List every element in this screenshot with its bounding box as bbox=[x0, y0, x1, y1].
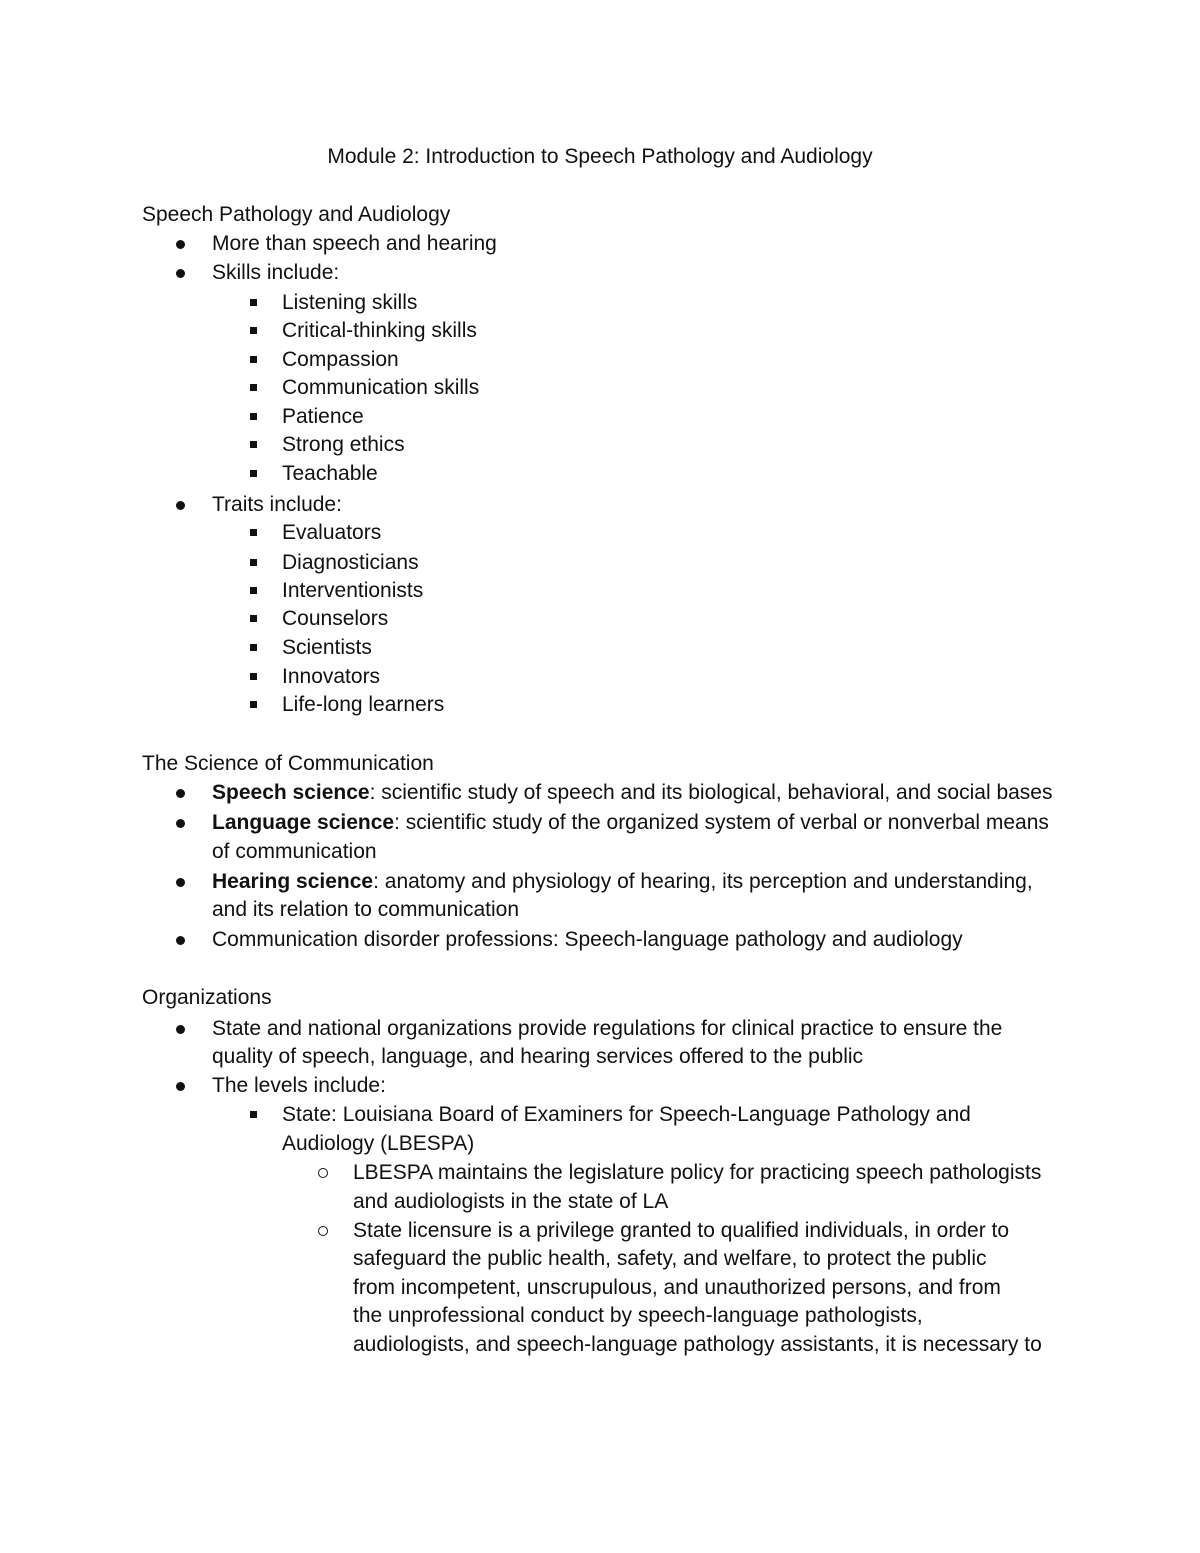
term-speech-science: Speech science bbox=[212, 781, 370, 804]
trait-item: Counselors bbox=[282, 607, 389, 630]
bullet-square-icon bbox=[250, 299, 257, 306]
trait-item: Evaluators bbox=[282, 521, 382, 544]
bullet-disc-icon bbox=[176, 936, 185, 945]
section-heading-science: The Science of Communication bbox=[142, 752, 434, 775]
continuation-line: Audiology (LBESPA) bbox=[282, 1132, 475, 1155]
bullet-disc-icon bbox=[176, 240, 185, 249]
continuation-line: audiologists, and speech-language pathology assistants, it is necessary to bbox=[353, 1333, 1042, 1356]
bullet-square-icon bbox=[250, 701, 257, 708]
skill-item: Listening skills bbox=[282, 291, 418, 314]
list-item-language-science bbox=[212, 808, 1049, 837]
list-item: State and national organizations provide regulations for clinical practice to ensure the bbox=[212, 1017, 1003, 1040]
trait-item: Innovators bbox=[282, 665, 381, 688]
bullet-circle-icon bbox=[318, 1168, 328, 1178]
trait-item: Interventionists bbox=[282, 579, 424, 602]
bullet-disc-icon bbox=[176, 1025, 185, 1034]
sub-item: State licensure is a privilege granted to qualified individuals, in order to bbox=[353, 1219, 1010, 1242]
bullet-disc-icon bbox=[176, 878, 185, 887]
trait-item: Scientists bbox=[282, 636, 372, 659]
bullet-square-icon bbox=[250, 587, 257, 594]
bullet-disc-icon bbox=[176, 1082, 185, 1091]
list-item: The levels include: bbox=[212, 1074, 386, 1097]
bullet-square-icon bbox=[250, 441, 257, 448]
bullet-circle-icon bbox=[318, 1226, 328, 1236]
bullet-square-icon bbox=[250, 1111, 257, 1118]
skill-item: Teachable bbox=[282, 462, 378, 485]
term-hearing-science: Hearing science bbox=[212, 870, 374, 893]
bullet-square-icon bbox=[250, 384, 257, 391]
definition-text: : anatomy and physiology of hearing, its perception and understanding, bbox=[373, 870, 1033, 893]
page-title: Module 2: Introduction to Speech Pathology and Audiology bbox=[327, 145, 873, 168]
skill-item: Critical-thinking skills bbox=[282, 319, 477, 342]
sub-item: LBESPA maintains the legislature policy for practicing speech pathologists bbox=[353, 1161, 1042, 1184]
bullet-square-icon bbox=[250, 673, 257, 680]
continuation-line: quality of speech, language, and hearing services offered to the public bbox=[212, 1045, 864, 1068]
bullet-square-icon bbox=[250, 413, 257, 420]
continuation-line: the unprofessional conduct by speech-language pathologists, bbox=[353, 1304, 923, 1327]
bullet-square-icon bbox=[250, 559, 257, 566]
list-item-hearing-science bbox=[212, 867, 1033, 896]
state-level-item: State: Louisiana Board of Examiners for Speech-Language Pathology and bbox=[282, 1103, 971, 1126]
skill-item: Patience bbox=[282, 405, 364, 428]
bullet-disc-icon bbox=[176, 819, 185, 828]
section-heading-organizations: Organizations bbox=[142, 986, 272, 1009]
trait-item: Life-long learners bbox=[282, 693, 445, 716]
continuation-line: from incompetent, unscrupulous, and unauthorized persons, and from bbox=[353, 1276, 1001, 1299]
list-item-speech-science bbox=[212, 778, 1052, 807]
skill-item: Communication skills bbox=[282, 376, 480, 399]
continuation-line: and audiologists in the state of LA bbox=[353, 1190, 669, 1213]
trait-item: Diagnosticians bbox=[282, 551, 419, 574]
bullet-square-icon bbox=[250, 644, 257, 651]
section-heading-speech-pathology: Speech Pathology and Audiology bbox=[142, 203, 451, 226]
list-item: More than speech and hearing bbox=[212, 232, 497, 255]
continuation-line: of communication bbox=[212, 840, 377, 863]
bullet-square-icon bbox=[250, 615, 257, 622]
list-item: Skills include: bbox=[212, 261, 340, 284]
term-language-science: Language science bbox=[212, 811, 395, 834]
skill-item: Strong ethics bbox=[282, 433, 405, 456]
bullet-square-icon bbox=[250, 356, 257, 363]
skill-item: Compassion bbox=[282, 348, 399, 371]
definition-text: : scientific study of the organized system of verbal or nonverbal means bbox=[394, 811, 1049, 834]
list-item: Communication disorder professions: Speech-language pathology and audiology bbox=[212, 928, 963, 951]
bullet-disc-icon bbox=[176, 269, 185, 278]
continuation-line: and its relation to communication bbox=[212, 898, 519, 921]
bullet-disc-icon bbox=[176, 501, 185, 510]
bullet-square-icon bbox=[250, 470, 257, 477]
definition-text: : scientific study of speech and its biological, behavioral, and social bases bbox=[369, 781, 1053, 804]
list-item: Traits include: bbox=[212, 493, 342, 516]
bullet-disc-icon bbox=[176, 789, 185, 798]
bullet-square-icon bbox=[250, 327, 257, 334]
bullet-square-icon bbox=[250, 529, 257, 536]
continuation-line: safeguard the public health, safety, and welfare, to protect the public bbox=[353, 1247, 987, 1270]
